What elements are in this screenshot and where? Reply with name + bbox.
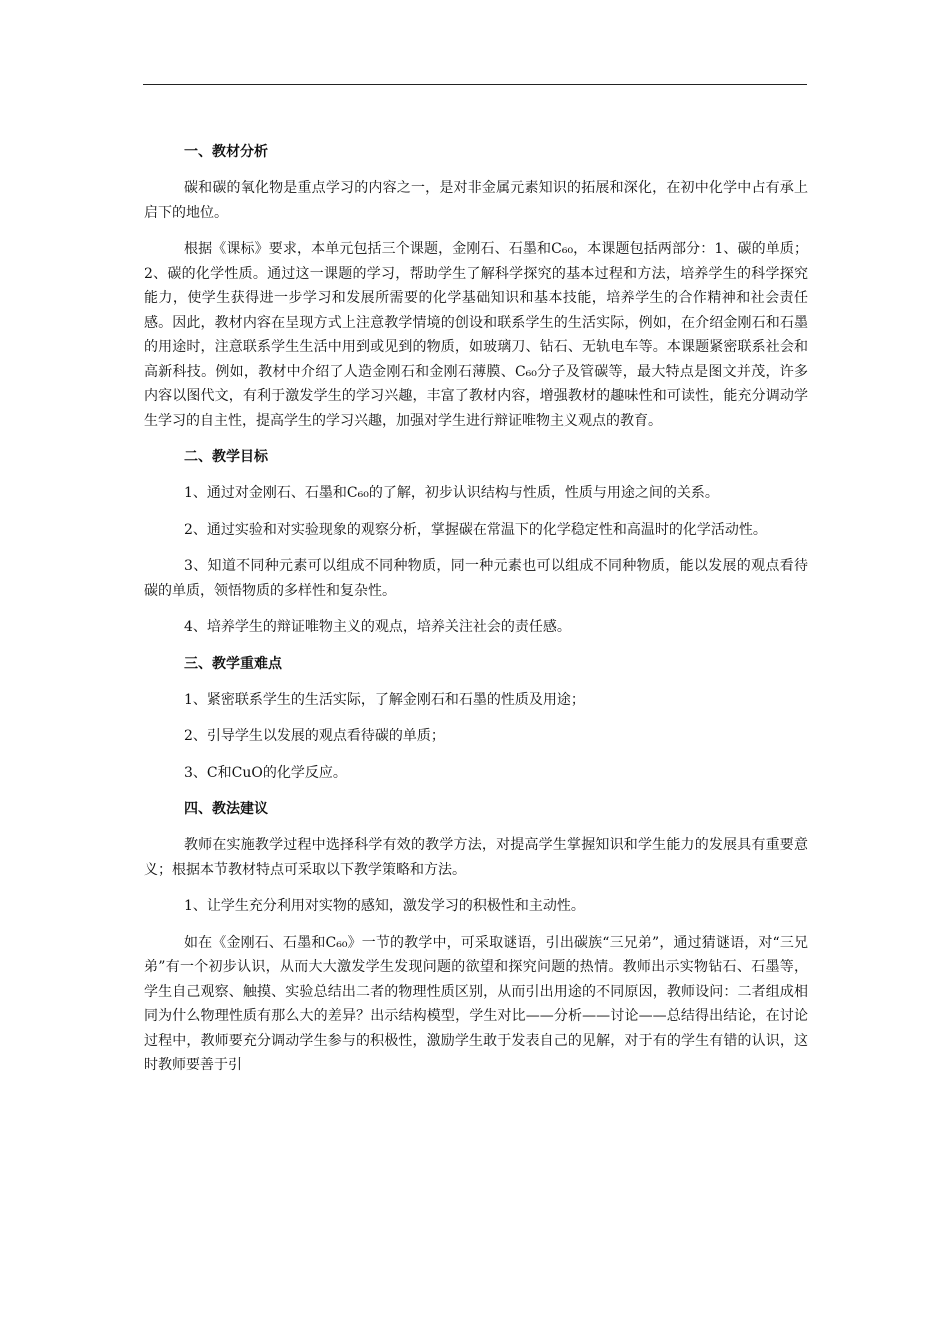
paragraph: 3、C和CuO的化学反应。 <box>184 764 347 781</box>
paragraph: 4、培养学生的辩证唯物主义的观点，培养关注社会的责任感。 <box>184 619 571 635</box>
section-heading: 三、教学重难点 <box>184 655 282 672</box>
paragraph: 3、知道不同种元素可以组成不同种物质，同一种元素也可以组成不同种物质，能以发展的观点看待碳的单质，领悟物质的多样性和复杂性。 <box>144 558 808 599</box>
section-heading: 四、教法建议 <box>184 801 268 817</box>
paragraph: 教师在实施教学过程中选择科学有效的教学方法，对提高学生掌握知识和学生能力的发展具有重要意义；根据本节教材特点可采取以下教学策略和方法。 <box>144 837 808 878</box>
paragraph: 根据《课标》要求，本单元包括三个课题，金刚石、石墨和C₆₀，本课题包括两部分：1、碳的单质；2、碳的化学性质。通过这一课题的学习，帮助学生了解科学探究的基本过程和方法，培养学生的科学探究能力，使学生获得进一步学习和发展所需要的化学基础知识和基本技能，培养学生的合作精神和社会责任感。因此，教材内容在呈现方式上注意教学情境的创设和联系学生的生活实际，例如，在介绍金刚石和石墨的用途时，注意联系学生生活中用到或见到的物质，如玻璃刀、钻石、无轨电车等。本课题紧密联系社会和高新科技。例如，教材中介绍了人造金刚石和金刚石薄膜、C₆₀分子及管碳等，最大特点是图文并茂，许多内容以图代文，有利于激发学生的学习兴趣，丰富了教材内容，增强教材的趣味性和可读性，能充分调动学生学习的自主性，提高学生的学习兴趣，加强对学生进行辩证唯物主义观点的教育。 <box>144 241 808 429</box>
section-heading: 一、教材分析 <box>184 144 268 160</box>
document-body <box>144 140 808 1090</box>
paragraph: 1、通过对金刚石、石墨和C₆₀的了解，初步认识结构与性质，性质与用途之间的关系。 <box>184 485 719 501</box>
paragraph: 碳和碳的氧化物是重点学习的内容之一，是对非金属元素知识的拓展和深化，在初中化学中占有承上启下的地位。 <box>144 180 808 221</box>
section-heading: 二、教学目标 <box>184 449 268 465</box>
paragraph: 1、紧密联系学生的生活实际，了解金刚石和石墨的性质及用途； <box>184 691 585 708</box>
paragraph: 1、让学生充分利用对实物的感知，激发学习的积极性和主动性。 <box>184 898 585 914</box>
paragraph: 2、引导学生以发展的观点看待碳的单质； <box>184 728 445 744</box>
header-rule <box>143 84 807 85</box>
paragraph: 如在《金刚石、石墨和C₆₀》一节的教学中，可采取谜语，引出碳族“三兄弟”，通过猜谜语，对“三兄弟”有一个初步认识，从而大大激发学生发现问题的欲望和探究问题的热情。教师出示实物钻石、石墨等，学生自己观察、触摸、实验总结出二者的物理性质区别，从而引出用途的不同原因，教师设问：二者组成相同为什么物理性质有那么大的差异？出示结构模型，学生对比——分析——讨论——总结得出结论，在讨论过程中，教师要充分调动学生参与的积极性，激励学生敢于发表自己的见解，对于有的学生有错的认识，这时教师要善于引 <box>144 934 808 1073</box>
paragraph: 2、通过实验和对实验现象的观察分析，掌握碳在常温下的化学稳定性和高温时的化学活动性。 <box>184 521 767 538</box>
